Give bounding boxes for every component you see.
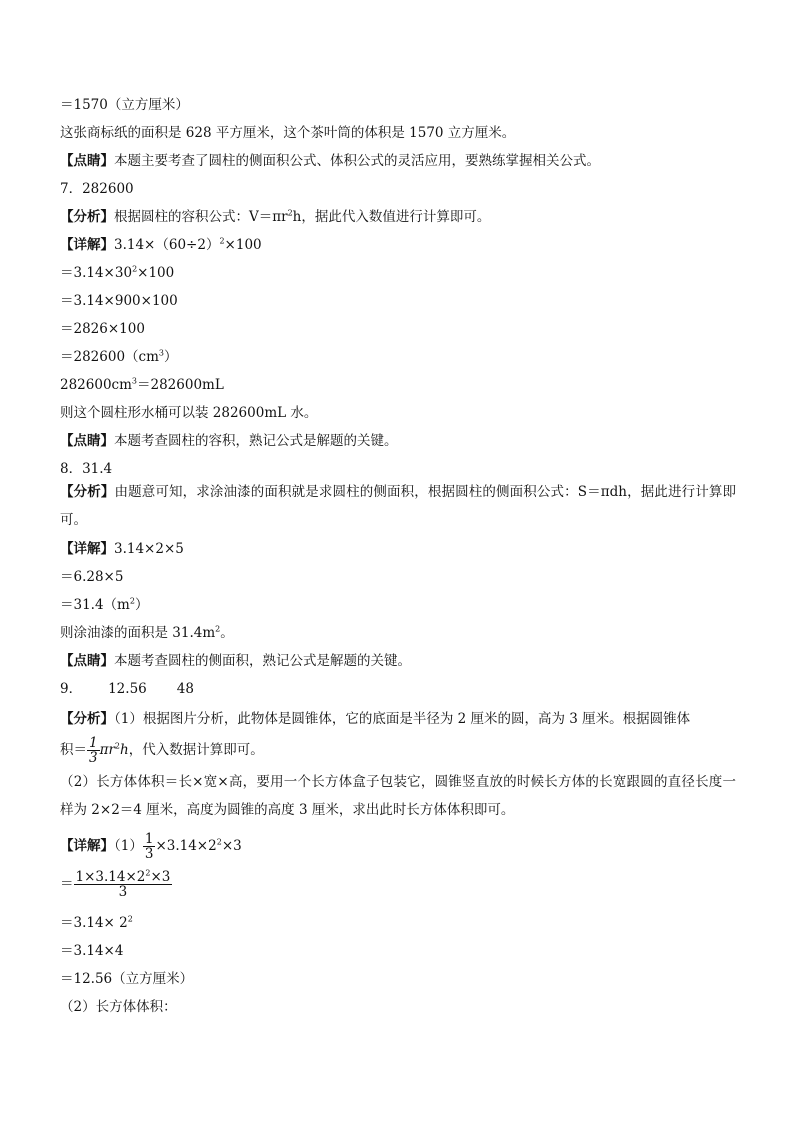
tag-dianjing: 【点睛】 [60,153,114,169]
tag-xiangjie: 【详解】 [60,541,114,557]
text-line: 【详解】$3.14\times(60\div 2)^2\times 100$ [60,236,262,253]
text-line: $=282600(cm^3)$ [60,348,178,365]
text-line: $282600cm^3=282600mL$ [60,376,224,393]
text-line: 【详解】（1） $\frac{1}{3}$ $\times 3.14\times 2^2\times 3$ [60,831,242,862]
text-line: ＝6.28×5 [60,569,124,585]
text-line: （2）长方体体积： [60,999,177,1015]
text-line: 【点睛】本题考查圆柱的侧面积，熟记公式是解题的关键。 [60,653,411,669]
answer-9: 9． 12.56 48 [60,681,194,697]
fraction-one-third: $\frac{1}{3}$ [89,735,98,766]
fraction-one-third: $\frac{1}{3}$ [144,831,154,862]
text-line: 则这个圆柱形水桶可以装 282600mL 水。 [60,405,318,421]
text-line: 【详解】3.14×2×5 [60,541,184,557]
tag-fenxi: 【分析】 [60,711,114,727]
text-line: 【分析】根据圆柱的容积公式：$V=\pi r^2h$，据此代入数值进行计算即可。 [60,208,491,225]
text-line: $=3.14\times 30^2\times 100$ [60,264,175,281]
text-line: 【点睛】本题考查圆柱的容积，熟记公式是解题的关键。 [60,433,398,449]
tag-xiangjie: 【详解】 [60,237,114,253]
text-line: $=31.4(m^2)$ [60,596,149,613]
text-paragraph: （2）长方体体积＝长×宽×高，要用一个长方体盒子包装它，圆锥竖直放的时候长方体的长宽跟圆的直径长度一样为 2×2＝4 厘米，高度为圆锥的高度 3 厘米，求出此时长方体体积即可。 [60,774,736,818]
text-paragraph: 【分析】由题意可知，求涂油漆的面积就是求圆柱的侧面积，根据圆柱的侧面积公式：S＝πdh，据此进行计算即可。 [60,484,737,528]
text-line: ＝1570（立方厘米） [60,97,189,113]
text-line: 【分析】（1）根据图片分析，此物体是圆锥体，它的底面是半径为 2 厘米的圆，高为 3 厘米。根据圆锥体 [60,711,691,727]
tag-fenxi: 【分析】 [60,209,114,225]
tag-dianjing: 【点睛】 [60,653,114,669]
text-line: ＝3.14×4 [60,943,124,959]
answer-7: 7．282600 [60,181,134,197]
text-line: 这张商标纸的面积是 628 平方厘米，这个茶叶筒的体积是 1570 立方厘米。 [60,125,516,141]
text-line: ＝ $\frac{1\times 3.14\times 2^2\times 3}{3}$ [60,868,171,900]
tag-dianjing: 【点睛】 [60,433,114,449]
text-line: ＝2826×100 [60,321,145,337]
text-line: 【点睛】本题主要考查了圆柱的侧面积公式、体积公式的灵活应用，要熟练掌握相关公式。 [60,153,600,169]
text-line: $=3.14\times 2^2$ [60,914,133,931]
answer-8: 8．31.4 [60,461,113,477]
text-line: ＝3.14×900×100 [60,293,178,309]
text-line: ＝12.56（立方厘米） [60,971,194,987]
fraction-expression: $\frac{1\times 3.14\times 2^2\times 3}{3}$ [75,868,171,900]
tag-xiangjie: 【详解】 [60,838,114,854]
text-line: 积＝ $\frac{1}{3}$ $\pi r^2h$，代入数据计算即可。 [60,735,264,766]
tag-fenxi: 【分析】 [60,484,115,500]
text-line: 则涂油漆的面积是 $31.4m^2$。 [60,624,234,641]
